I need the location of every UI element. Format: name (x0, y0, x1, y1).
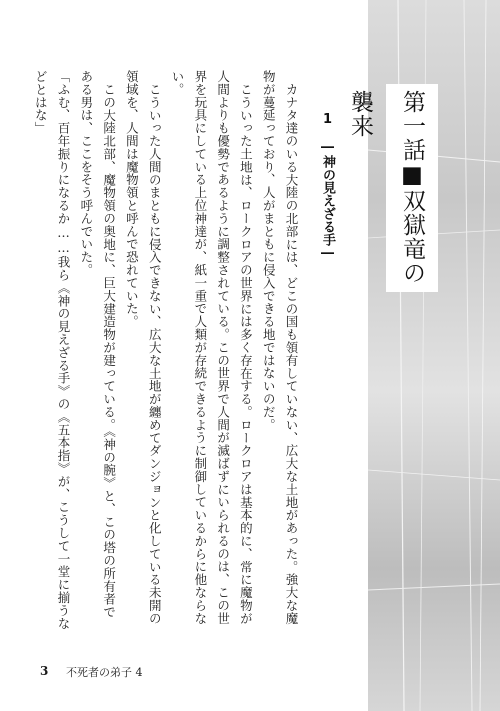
body-paragraph: こういった土地は、ロークロアの世界には多く存在する。ロークロアは基本的に、常に魔物が人間よりも優勢であるように調整されている。この世界で人間が滅ばずにいられるのは、この世界を玩具にしている上位神達が、紙一重で人類が存続できるように制御しているからに他ならない。 (170, 70, 254, 625)
page-number: 3 (40, 664, 49, 678)
body-paragraph-quote: 「ふむ、百年振りになるか……我ら《神の見えざる手》の《五本指》が、こうして一堂に揃うなどとはな」 (33, 70, 72, 630)
body-paragraph: この大陸北部、魔物領の奥地に、巨大建造物が建っている。《神の腕》と、この塔の所有者である男は、ここをそう呼んでいた。 (78, 70, 117, 619)
body-paragraph: こういった人間のまともに侵入できない、広大な土地が纏めてダンジョンと化している未開の領域を、人間は魔物領と呼んで恐れていた。 (124, 70, 163, 625)
chapter-title: 第一話■双獄竜の襲来 (347, 90, 425, 285)
body-text (33, 70, 302, 630)
running-title: 不死者の弟子 4 (66, 666, 143, 679)
body-paragraph: カナタ達のいる大陸の北部には、どこの国も領有していない、広大な土地があった。強大な魔物が蔓延っており、人がまともに侵入できる地ではないのだ。 (261, 70, 299, 625)
section-heading: 1 ―神の見えざる手― (320, 112, 335, 261)
